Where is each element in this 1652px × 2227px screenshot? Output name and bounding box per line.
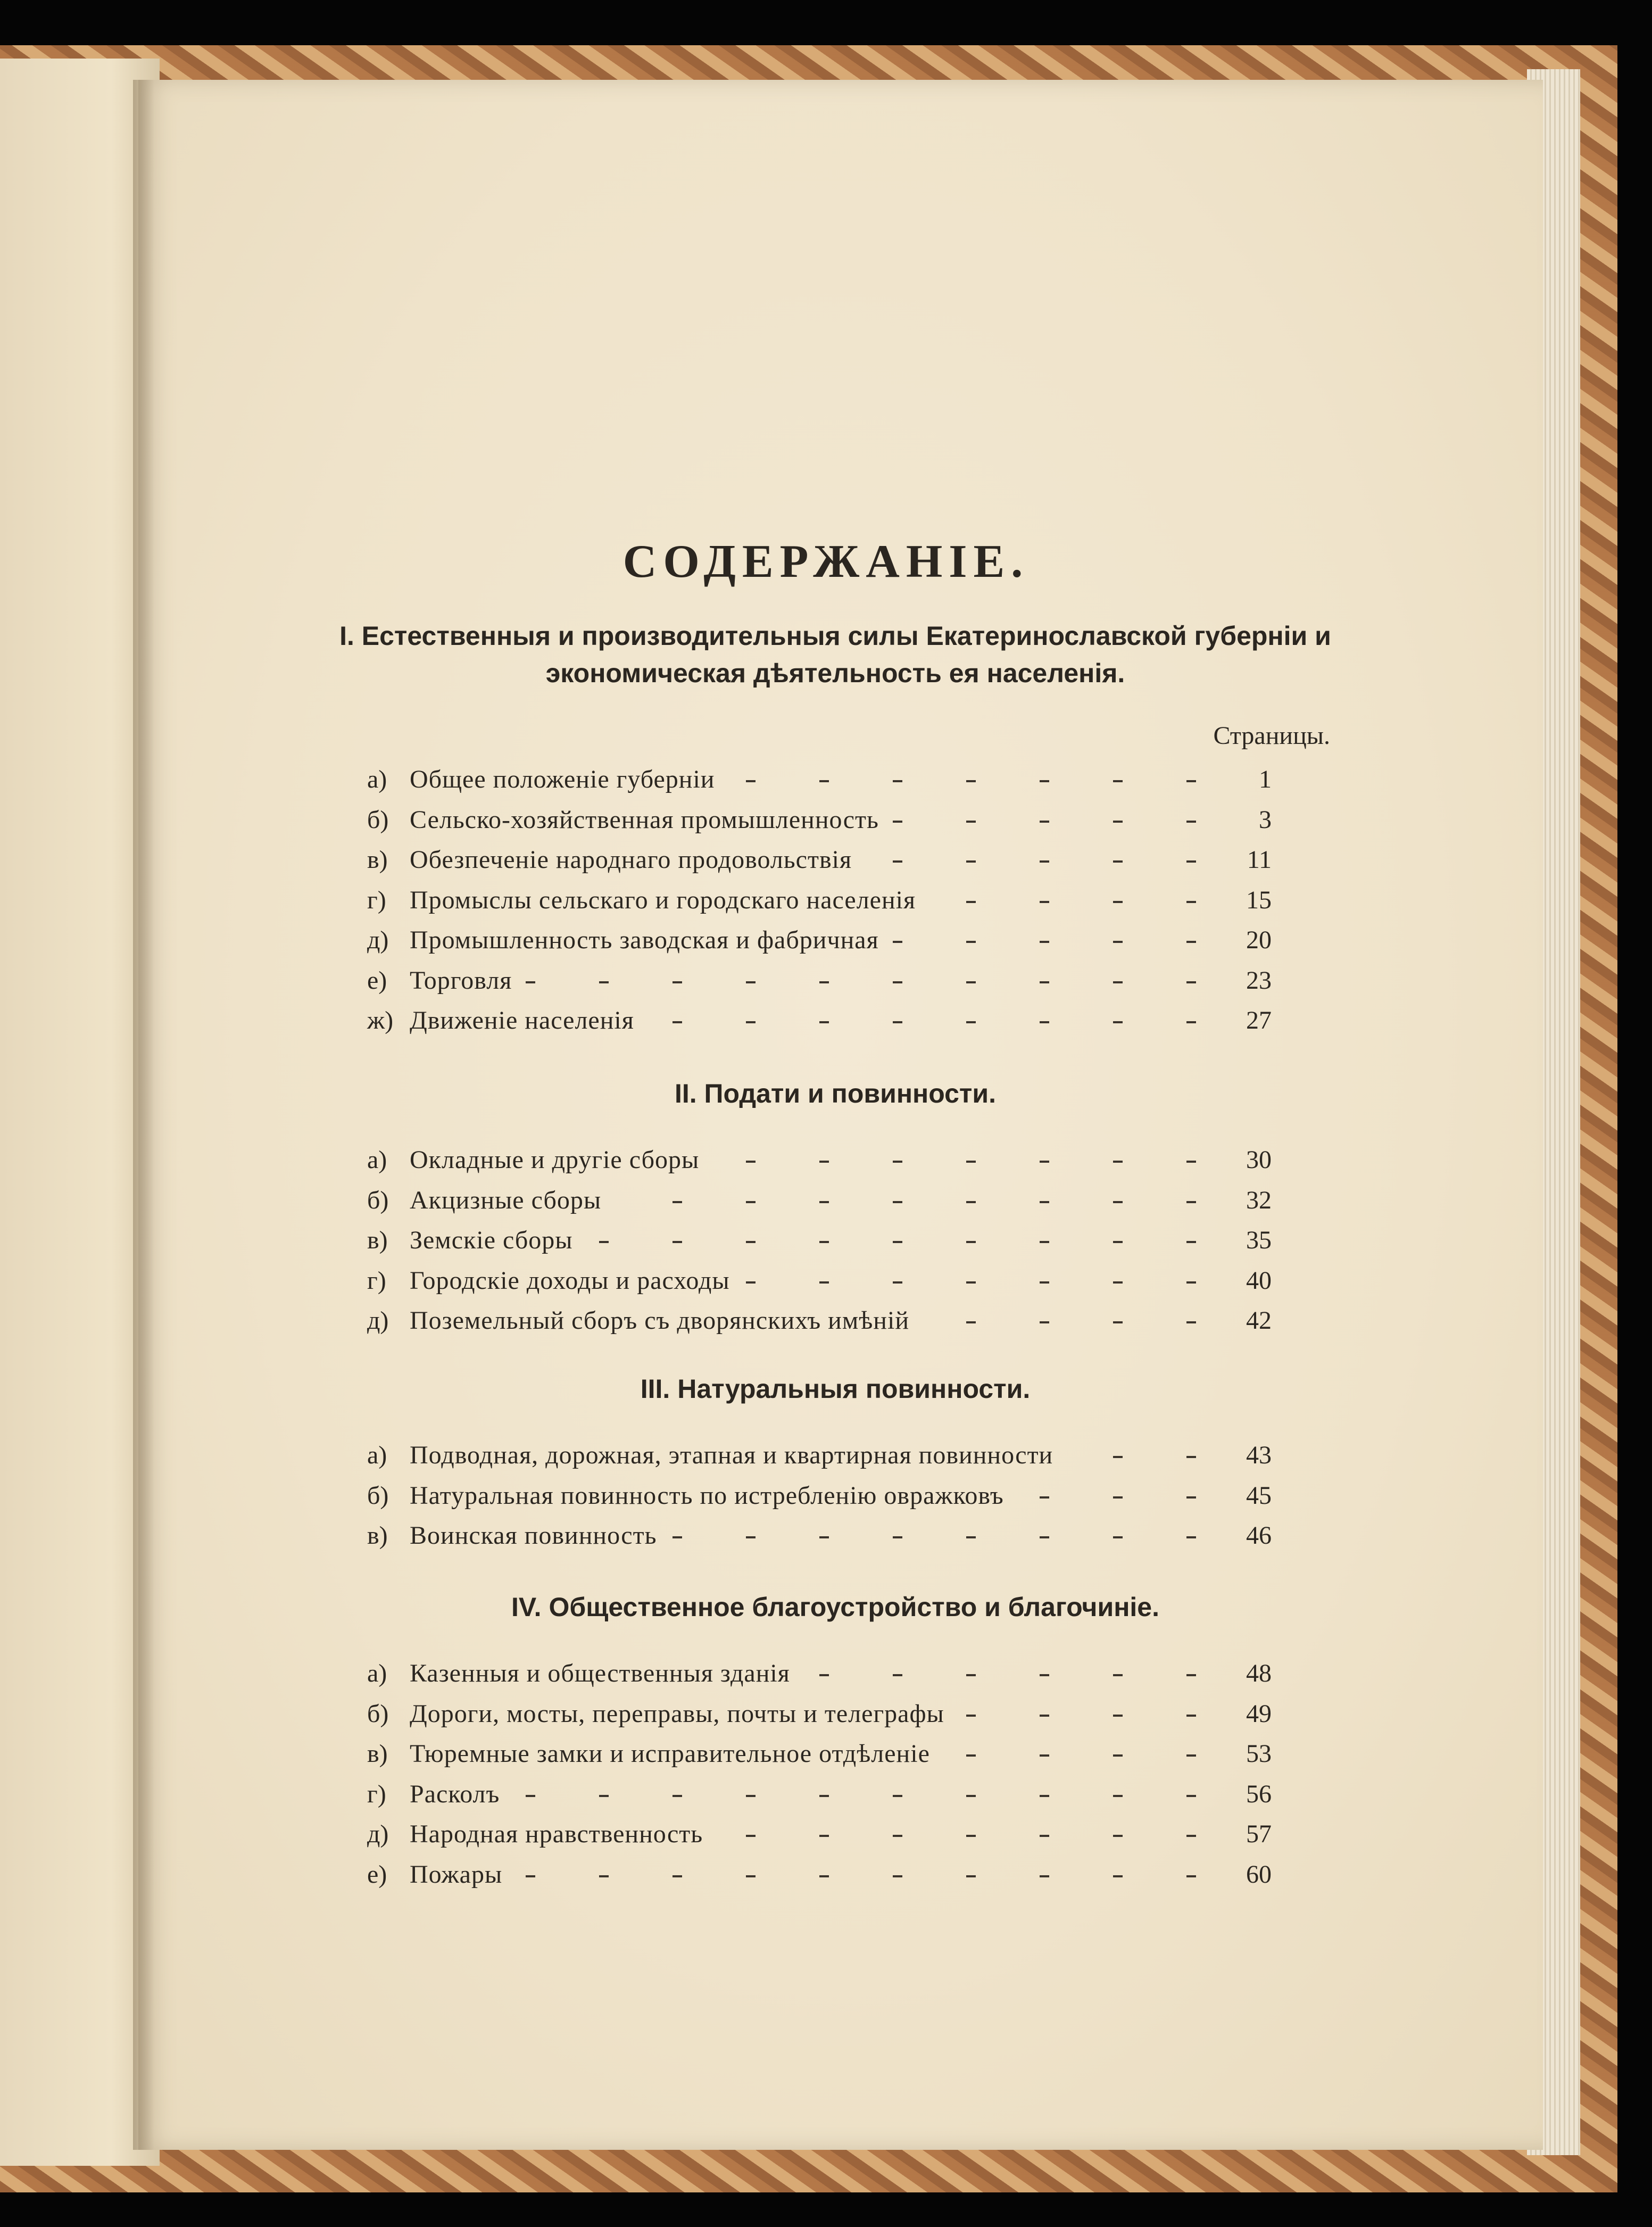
toc-entry xyxy=(367,841,1272,879)
toc-entry-letter: б) xyxy=(367,805,389,834)
toc-entry xyxy=(367,962,1272,999)
leader-dash xyxy=(966,860,976,863)
section-1-heading-line-2: экономическая дѣятельность ея населенiя. xyxy=(545,658,1125,688)
leader-dash xyxy=(966,1715,976,1717)
leader-dash xyxy=(1113,901,1123,903)
leader-dash xyxy=(746,1281,756,1284)
toc-entry-title: Акцизные сборы xyxy=(410,1186,602,1214)
leader-dash xyxy=(1040,821,1049,823)
leader-dash xyxy=(1113,981,1123,983)
toc-entry xyxy=(367,1776,1272,1813)
leader-dash xyxy=(1040,1241,1049,1243)
leader-dash xyxy=(819,1536,829,1538)
leader-dash xyxy=(1186,1161,1196,1163)
toc-entry-title: Движенiе населенiя xyxy=(410,1006,634,1034)
toc-entry-title: Сельско-хозяйственная промышленность xyxy=(410,805,879,834)
leader-dash xyxy=(1040,1201,1049,1203)
toc-entry-page: 42 xyxy=(1246,1306,1272,1335)
leader-dash xyxy=(1186,1281,1196,1284)
toc-entry-title: Земскiе сборы xyxy=(410,1226,573,1254)
leader-dash xyxy=(966,1795,976,1797)
leader-dash xyxy=(819,1674,829,1676)
leader-dash xyxy=(1186,860,1196,863)
leader-dash xyxy=(1186,1715,1196,1717)
toc-entry-letter: г) xyxy=(367,1266,386,1295)
leader-dash xyxy=(746,1161,756,1163)
leader-dash xyxy=(526,1875,535,1877)
toc-entry-letter: ж) xyxy=(367,1006,394,1034)
section-4-heading: IV. Общественное благоустройство и благочинiе. xyxy=(511,1592,1159,1622)
leader-dash xyxy=(1186,981,1196,983)
leader-dash xyxy=(819,1161,829,1163)
leader-dash xyxy=(1113,1456,1123,1458)
toc-entry-letter: в) xyxy=(367,1226,388,1254)
leader-dash xyxy=(1040,1835,1049,1837)
leader-dash xyxy=(1186,1021,1196,1023)
leader-dash xyxy=(526,1795,535,1797)
leader-dash xyxy=(1040,981,1049,983)
toc-entry-title: Натуральная повинность по истребленiю овражковъ xyxy=(410,1481,1004,1510)
toc-entry xyxy=(367,1002,1272,1039)
pages-column-heading: Страницы. xyxy=(1213,722,1330,750)
leader-dash xyxy=(893,780,902,782)
leader-dash xyxy=(819,1875,829,1877)
leader-dash xyxy=(1040,780,1049,782)
leader-dash xyxy=(1113,1201,1123,1203)
toc-entry-page: 27 xyxy=(1246,1006,1272,1034)
leader-dash xyxy=(1040,1754,1049,1757)
leader-dash xyxy=(1040,941,1049,943)
toc-entry-letter: г) xyxy=(367,1779,386,1808)
toc-entry-letter: а) xyxy=(367,1659,387,1687)
toc-entry xyxy=(367,1222,1272,1259)
toc-entry xyxy=(367,1262,1272,1299)
toc-entry-page: 23 xyxy=(1246,966,1272,995)
leader-dash xyxy=(1186,1674,1196,1676)
toc-entry-title: Воинская повинность xyxy=(410,1521,657,1550)
leader-dash xyxy=(1113,1281,1123,1284)
toc-entry-title: Поземельный сборъ съ дворянскихъ имѣнiй xyxy=(410,1306,909,1335)
toc-entry-page: 32 xyxy=(1246,1186,1272,1214)
leader-dash xyxy=(1186,1835,1196,1837)
toc-entry xyxy=(367,1302,1272,1339)
toc-entry-title: Народная нравственность xyxy=(410,1820,703,1848)
leader-dash xyxy=(1113,1875,1123,1877)
leader-dash xyxy=(673,1021,682,1023)
leader-dash xyxy=(746,1241,756,1243)
toc-entry xyxy=(367,1182,1272,1219)
toc-entry-page: 3 xyxy=(1259,805,1272,834)
toc-entry xyxy=(367,1477,1272,1514)
leader-dash xyxy=(526,981,535,983)
toc-entry-title: Торговля xyxy=(410,966,512,995)
leader-dash xyxy=(1186,821,1196,823)
leader-dash xyxy=(1186,1321,1196,1323)
leader-dash xyxy=(893,1281,902,1284)
leader-dash xyxy=(819,1021,829,1023)
toc-entry-letter: е) xyxy=(367,966,387,995)
leader-dash xyxy=(893,1536,902,1538)
toc-entry-letter: в) xyxy=(367,846,388,874)
leader-dash xyxy=(1113,821,1123,823)
leader-dash xyxy=(746,1835,756,1837)
leader-dash xyxy=(1113,1674,1123,1676)
leader-dash xyxy=(966,1161,976,1163)
leader-dash xyxy=(966,1536,976,1538)
leader-dash xyxy=(1040,1021,1049,1023)
leader-dash xyxy=(893,1201,902,1203)
leader-dash xyxy=(1186,1241,1196,1243)
leader-dash xyxy=(1040,860,1049,863)
toc-entry-letter: б) xyxy=(367,1481,389,1510)
leader-dash xyxy=(966,1875,976,1877)
leader-dash xyxy=(966,901,976,903)
leader-dash xyxy=(1040,901,1049,903)
leader-dash xyxy=(1113,1835,1123,1837)
toc-entry-title: Городскiе доходы и расходы xyxy=(410,1266,730,1295)
toc-entry-letter: е) xyxy=(367,1860,387,1889)
leader-dash xyxy=(1186,1875,1196,1877)
leader-dash xyxy=(1186,1536,1196,1538)
toc-entry-letter: г) xyxy=(367,885,386,914)
toc-entry-title: Тюремные замки и исправительное отдѣленiе xyxy=(410,1740,930,1768)
leader-dash xyxy=(1040,1536,1049,1538)
leader-dash xyxy=(893,941,902,943)
section-1-heading-line-1: I. Естественныя и производительныя силы Екатеринославской губернiи и xyxy=(339,621,1331,651)
toc-entry-page: 49 xyxy=(1246,1699,1272,1728)
leader-dash xyxy=(1186,1456,1196,1458)
leader-dash xyxy=(599,1795,609,1797)
leader-dash xyxy=(966,780,976,782)
toc-entry-page: 11 xyxy=(1247,846,1272,874)
toc-entry-letter: б) xyxy=(367,1186,389,1214)
leader-dash xyxy=(673,1241,682,1243)
leader-dash xyxy=(1040,1674,1049,1676)
leader-dash xyxy=(1186,941,1196,943)
leader-dash xyxy=(746,1021,756,1023)
toc-entry xyxy=(367,1141,1272,1179)
leader-dash xyxy=(746,780,756,782)
toc-entry-title: Подводная, дорожная, этапная и квартирная повинности xyxy=(410,1441,1053,1469)
toc-entry-title: Расколъ xyxy=(410,1779,500,1808)
leader-dash xyxy=(893,1241,902,1243)
leader-dash xyxy=(746,1201,756,1203)
leader-dash xyxy=(966,981,976,983)
leader-dash xyxy=(893,1875,902,1877)
leader-dash xyxy=(1113,860,1123,863)
leader-dash xyxy=(673,1795,682,1797)
toc-entry-page: 57 xyxy=(1246,1820,1272,1848)
toc-entry-page: 43 xyxy=(1246,1441,1272,1469)
leader-dash xyxy=(1040,1875,1049,1877)
leader-dash xyxy=(819,1281,829,1284)
toc-entry xyxy=(367,1517,1272,1554)
leader-dash xyxy=(599,981,609,983)
leader-dash xyxy=(819,1795,829,1797)
leader-dash xyxy=(893,1021,902,1023)
toc-entry xyxy=(367,1735,1272,1773)
leader-dash xyxy=(599,1241,609,1243)
leader-dash xyxy=(893,1835,902,1837)
toc-entry-title: Окладные и другiе сборы xyxy=(410,1146,700,1174)
leader-dash xyxy=(966,941,976,943)
leader-dash xyxy=(819,1201,829,1203)
page-gutter xyxy=(133,80,154,2150)
toc-entry-page: 1 xyxy=(1259,765,1272,793)
toc-entry-title: Промыслы сельскаго и городскаго населенiя xyxy=(410,885,916,914)
section-2-heading: II. Подати и повинности. xyxy=(674,1079,997,1108)
toc-entry-page: 60 xyxy=(1246,1860,1272,1889)
leader-dash xyxy=(1113,1021,1123,1023)
leader-dash xyxy=(673,981,682,983)
toc-entry-page: 35 xyxy=(1246,1226,1272,1254)
toc-entry-page: 48 xyxy=(1246,1659,1272,1687)
toc-entry-page: 30 xyxy=(1246,1146,1272,1174)
section-3-heading: III. Натуральныя повинности. xyxy=(640,1374,1031,1404)
toc-entry xyxy=(367,1437,1272,1474)
leader-dash xyxy=(1113,1536,1123,1538)
leader-dash xyxy=(1186,1795,1196,1797)
toc-entry xyxy=(367,1655,1272,1692)
leader-dash xyxy=(1113,1321,1123,1323)
leader-dash xyxy=(1040,1281,1049,1284)
leader-dash xyxy=(966,1674,976,1676)
page-title: СОДЕРЖАНIЕ. xyxy=(622,536,1030,587)
leader-dash xyxy=(966,821,976,823)
leader-dash xyxy=(1113,780,1123,782)
toc-entry xyxy=(367,882,1272,919)
leader-dash xyxy=(746,981,756,983)
leader-dash xyxy=(599,1875,609,1877)
section-1-heading xyxy=(330,617,1341,692)
leader-dash xyxy=(1113,1241,1123,1243)
leader-dash xyxy=(1040,1795,1049,1797)
toc-entry-letter: д) xyxy=(367,1820,389,1848)
leader-dash xyxy=(966,1021,976,1023)
toc-entry-title: Промышленность заводская и фабричная xyxy=(410,926,879,954)
toc-entry-letter: в) xyxy=(367,1521,388,1550)
leader-dash xyxy=(1040,1161,1049,1163)
leader-dash xyxy=(1113,1715,1123,1717)
leader-dash xyxy=(1186,1201,1196,1203)
toc-entry-letter: а) xyxy=(367,1441,387,1469)
toc-entry-letter: а) xyxy=(367,1146,387,1174)
leader-dash xyxy=(673,1536,682,1538)
leader-dash xyxy=(1113,1161,1123,1163)
leader-dash xyxy=(746,1875,756,1877)
toc-entry-title: Обезпеченiе народнаго продовольствiя xyxy=(410,846,852,874)
leader-dash xyxy=(673,1875,682,1877)
leader-dash xyxy=(819,981,829,983)
toc-entry-letter: в) xyxy=(367,1740,388,1768)
toc-entry-letter: д) xyxy=(367,926,389,954)
leader-dash xyxy=(893,821,902,823)
leader-dash xyxy=(893,1795,902,1797)
leader-dash xyxy=(819,780,829,782)
leader-dash xyxy=(819,1835,829,1837)
leader-dash xyxy=(1040,1496,1049,1499)
leader-dash xyxy=(966,1835,976,1837)
toc-entry-page: 46 xyxy=(1246,1521,1272,1550)
toc-entry xyxy=(367,1695,1272,1733)
leader-dash xyxy=(1186,901,1196,903)
toc-entry-page: 53 xyxy=(1246,1740,1272,1768)
leader-dash xyxy=(893,1161,902,1163)
leader-dash xyxy=(966,1754,976,1757)
leader-dash xyxy=(966,1321,976,1323)
leader-dash xyxy=(1040,1321,1049,1323)
toc-entry-letter: д) xyxy=(367,1306,389,1335)
toc-entry-title: Общее положенiе губернiи xyxy=(410,765,715,793)
leader-dash xyxy=(1113,1795,1123,1797)
leader-dash xyxy=(893,1674,902,1676)
leader-dash xyxy=(1186,780,1196,782)
toc-entry-letter: б) xyxy=(367,1699,389,1728)
toc-entry xyxy=(367,1856,1272,1893)
leader-dash xyxy=(1040,1715,1049,1717)
toc-entry-letter: а) xyxy=(367,765,387,793)
toc-entry-page: 15 xyxy=(1246,885,1272,914)
toc-entry-page: 20 xyxy=(1246,926,1272,954)
leader-dash xyxy=(1113,1496,1123,1499)
leader-dash xyxy=(819,1241,829,1243)
leader-dash xyxy=(893,981,902,983)
leader-dash xyxy=(746,1536,756,1538)
toc-entry-page: 40 xyxy=(1246,1266,1272,1295)
toc-entry-page: 45 xyxy=(1246,1481,1272,1510)
toc-entry-page: 56 xyxy=(1246,1779,1272,1808)
toc-entry xyxy=(367,801,1272,839)
toc-entry xyxy=(367,761,1272,798)
leader-dash xyxy=(1186,1496,1196,1499)
toc-entry-title: Пожары xyxy=(410,1860,503,1889)
toc-entry xyxy=(367,1816,1272,1853)
leader-dash xyxy=(746,1795,756,1797)
leader-dash xyxy=(966,1201,976,1203)
leader-dash xyxy=(893,860,902,863)
leader-dash xyxy=(1113,941,1123,943)
leader-dash xyxy=(1113,1754,1123,1757)
leader-dash xyxy=(1186,1754,1196,1757)
leader-dash xyxy=(966,1281,976,1284)
leader-dash xyxy=(966,1241,976,1243)
toc-entry-title: Казенныя и общественныя зданiя xyxy=(410,1659,790,1687)
toc-entry-title: Дороги, мосты, переправы, почты и телеграфы xyxy=(410,1699,944,1728)
leader-dash xyxy=(673,1201,682,1203)
toc-entry xyxy=(367,922,1272,959)
